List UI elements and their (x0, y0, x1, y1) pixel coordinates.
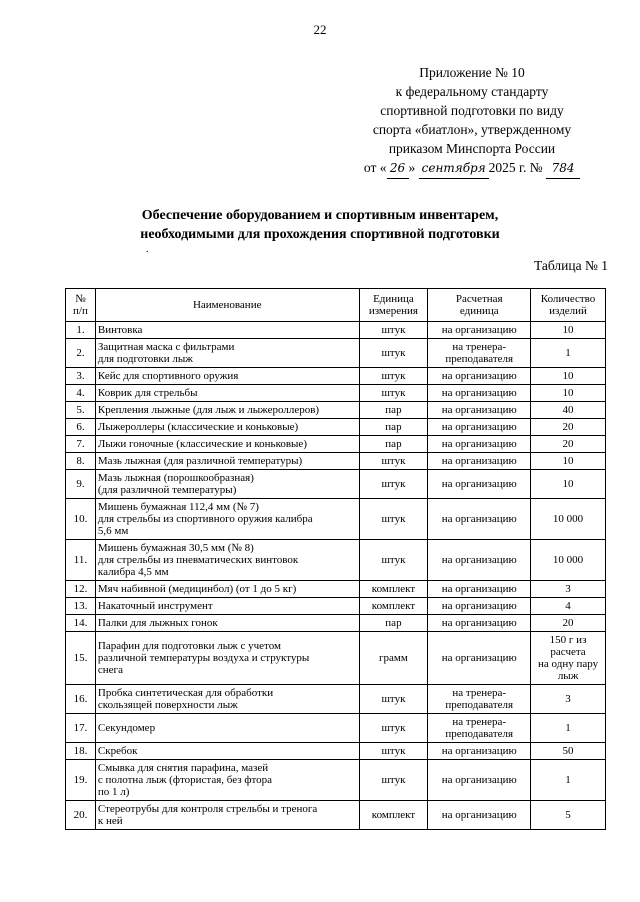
row-quantity (531, 540, 606, 581)
table-row (66, 470, 606, 499)
row-quantity (531, 368, 606, 385)
row-basis (428, 402, 531, 419)
row-basis-line: на организацию (441, 583, 517, 595)
appendix-line: приказом Минспорта России (388, 141, 556, 156)
order-date-prefix: от « (363, 160, 387, 175)
row-name (95, 402, 359, 419)
row-basis-line: на тренера- (452, 687, 507, 699)
row-quantity (531, 419, 606, 436)
row-name (95, 743, 359, 760)
row-unit: штук (359, 385, 428, 402)
row-number: 20. (66, 801, 96, 830)
row-name-line: Палки для лыжных гонок (97, 617, 218, 629)
row-basis-line: на организацию (441, 421, 517, 433)
row-basis (428, 470, 531, 499)
table-body (66, 322, 606, 830)
row-name (95, 385, 359, 402)
row-quantity (531, 581, 606, 598)
row-quantity-line: 20 (562, 438, 574, 450)
header-basis (428, 289, 531, 322)
row-number: 3. (66, 368, 96, 385)
row-quantity (531, 615, 606, 632)
handwritten-day: 26 (387, 159, 409, 179)
row-quantity-line: 4 (565, 600, 571, 612)
row-quantity-line: на одну пару (538, 658, 599, 670)
row-name-line: Мяч набивной (медицинбол) (от 1 до 5 кг) (97, 583, 297, 595)
row-quantity-line: 10 000 (552, 554, 584, 566)
table-row (66, 419, 606, 436)
row-unit: штук (359, 470, 428, 499)
row-basis (428, 632, 531, 685)
row-number: 19. (66, 760, 96, 801)
header-qty (531, 289, 606, 322)
row-name (95, 615, 359, 632)
row-basis (428, 339, 531, 368)
row-number: 13. (66, 598, 96, 615)
row-name-line: (для различной температуры) (97, 484, 237, 496)
row-number: 2. (66, 339, 96, 368)
row-quantity (531, 685, 606, 714)
row-basis (428, 453, 531, 470)
header-unit-line: Единица (373, 293, 414, 305)
page-number: 22 (313, 22, 327, 37)
row-quantity (531, 402, 606, 419)
row-quantity-line: расчета (550, 646, 586, 658)
row-name-line: Винтовка (97, 324, 143, 336)
row-name (95, 339, 359, 368)
row-name (95, 322, 359, 339)
row-quantity-line: 20 (562, 421, 574, 433)
row-basis-line: на тренера- (452, 716, 507, 728)
appendix-block (354, 63, 590, 179)
row-number: 11. (66, 540, 96, 581)
equipment-table (65, 288, 606, 830)
row-unit: штук (359, 322, 428, 339)
row-name (95, 685, 359, 714)
table-row (66, 685, 606, 714)
row-number: 6. (66, 419, 96, 436)
row-quantity (531, 385, 606, 402)
row-name-line: по 1 л) (97, 786, 130, 798)
row-name-line: Парафин для подготовки лыж с учетом (97, 640, 281, 652)
row-number: 4. (66, 385, 96, 402)
row-name-line: Скребок (97, 745, 138, 757)
table-label: Таблица № 1 (534, 258, 608, 273)
row-basis (428, 760, 531, 801)
row-number: 1. (66, 322, 96, 339)
row-basis (428, 385, 531, 402)
row-basis (428, 436, 531, 453)
row-name (95, 581, 359, 598)
title-line-1: Обеспечение оборудованием и спортивным инвентарем, (141, 208, 499, 223)
table-row (66, 339, 606, 368)
row-quantity (531, 339, 606, 368)
table-row (66, 714, 606, 743)
row-quantity-line: 150 г из (549, 634, 587, 646)
row-name-line: Мазь лыжная (для различной температуры) (97, 455, 303, 467)
table-row (66, 598, 606, 615)
row-quantity-line: 3 (565, 693, 571, 705)
table-row (66, 499, 606, 540)
row-name-line: Накаточный инструмент (97, 600, 213, 612)
row-basis (428, 419, 531, 436)
row-quantity (531, 714, 606, 743)
row-basis (428, 581, 531, 598)
row-name (95, 499, 359, 540)
row-basis (428, 615, 531, 632)
row-quantity-line: 1 (565, 722, 571, 734)
row-name (95, 470, 359, 499)
row-quantity (531, 436, 606, 453)
row-unit: комплект (359, 801, 428, 830)
row-name (95, 714, 359, 743)
row-name-line: Лыжероллеры (классические и коньковые) (97, 421, 299, 433)
row-name-line: калибра 4,5 мм (97, 566, 169, 578)
row-number: 12. (66, 581, 96, 598)
row-basis (428, 540, 531, 581)
row-name (95, 760, 359, 801)
table-row (66, 581, 606, 598)
row-basis-line: на организацию (441, 387, 517, 399)
row-basis-line: на организацию (441, 617, 517, 629)
row-unit: комплект (359, 598, 428, 615)
row-unit: штук (359, 368, 428, 385)
table-row (66, 632, 606, 685)
row-number: 8. (66, 453, 96, 470)
row-unit: пар (359, 419, 428, 436)
row-name-line: для стрельбы из спортивного оружия калибра (97, 513, 313, 525)
row-quantity (531, 453, 606, 470)
table-row (66, 402, 606, 419)
row-name-line: для подготовки лыж (97, 353, 193, 365)
row-name (95, 598, 359, 615)
table-row (66, 368, 606, 385)
row-unit: штук (359, 685, 428, 714)
row-basis-line: на организацию (441, 370, 517, 382)
row-name-line: скользящей поверхности лыж (97, 699, 238, 711)
row-basis-line: преподавателя (445, 353, 514, 365)
row-basis-line: на организацию (441, 455, 517, 467)
row-number: 7. (66, 436, 96, 453)
table-row (66, 615, 606, 632)
row-basis-line: на организацию (441, 554, 517, 566)
row-unit: штук (359, 339, 428, 368)
row-basis-line: на организацию (441, 478, 517, 490)
row-unit: штук (359, 743, 428, 760)
row-quantity-line: лыж (557, 670, 579, 682)
row-quantity-line: 40 (562, 404, 574, 416)
table-row (66, 540, 606, 581)
row-name-line: Смывка для снятия парафина, мазей (97, 762, 269, 774)
order-date-line (354, 158, 590, 179)
row-name-line: Кейс для спортивного оружия (97, 370, 239, 382)
row-unit: штук (359, 714, 428, 743)
header-qty-line: изделий (549, 305, 587, 317)
row-number: 18. (66, 743, 96, 760)
title-line-2: необходимыми для прохождения спортивной подготовки (140, 227, 500, 242)
row-name-line: Пробка синтетическая для обработки (97, 687, 274, 699)
row-quantity-line: 10 000 (552, 513, 584, 525)
order-date-mid: » (408, 160, 416, 175)
row-number: 14. (66, 615, 96, 632)
header-name: Наименование (95, 289, 359, 322)
row-name-line: Мишень бумажная 30,5 мм (№ 8) (97, 542, 254, 554)
header-unit (359, 289, 428, 322)
handwritten-month: сентября (419, 159, 489, 179)
row-basis-line: на организацию (441, 324, 517, 336)
table-row (66, 743, 606, 760)
table-row (66, 436, 606, 453)
row-quantity (531, 322, 606, 339)
row-basis (428, 598, 531, 615)
header-qty-line: Количество (540, 293, 596, 305)
row-name-line: Лыжи гоночные (классические и коньковые) (97, 438, 307, 450)
table-header-row (66, 289, 606, 322)
appendix-line: Приложение № 10 (419, 65, 525, 80)
row-basis-line: на организацию (441, 600, 517, 612)
row-basis-line: на организацию (441, 513, 517, 525)
row-basis-line: на организацию (441, 745, 517, 757)
row-basis (428, 499, 531, 540)
order-year-text: 2025 г. № (488, 160, 543, 175)
row-name (95, 540, 359, 581)
row-quantity-line: 10 (562, 324, 574, 336)
row-quantity-line: 1 (565, 347, 571, 359)
row-basis-line: на организацию (441, 438, 517, 450)
row-basis-line: на организацию (441, 652, 517, 664)
row-quantity-line: 10 (562, 387, 574, 399)
row-name-line: для стрельбы из пневматических винтовок (97, 554, 299, 566)
row-basis (428, 685, 531, 714)
header-basis-line: единица (459, 305, 499, 317)
header-num-line: п/п (73, 305, 88, 317)
row-quantity (531, 632, 606, 685)
row-quantity (531, 743, 606, 760)
table-row (66, 453, 606, 470)
row-unit: штук (359, 499, 428, 540)
row-basis-line: на организацию (441, 774, 517, 786)
row-unit: пар (359, 402, 428, 419)
row-name-line: Мишень бумажная 112,4 мм (№ 7) (97, 501, 259, 513)
document-title (0, 206, 640, 244)
row-basis-line: преподавателя (445, 699, 514, 711)
row-basis-line: преподавателя (445, 728, 514, 740)
row-number: 15. (66, 632, 96, 685)
row-name-line: Защитная маска с фильтрами (97, 341, 235, 353)
row-quantity (531, 470, 606, 499)
appendix-line: спорта «биатлон», утвержденному (372, 122, 572, 137)
table-row (66, 385, 606, 402)
stray-dot: . (146, 244, 149, 255)
row-quantity (531, 598, 606, 615)
row-name-line: к ней (97, 815, 123, 827)
row-unit: штук (359, 760, 428, 801)
handwritten-order-number: 784 (546, 159, 580, 179)
row-unit: штук (359, 453, 428, 470)
row-basis-line: на организацию (441, 809, 517, 821)
appendix-line: к федеральному стандарту (395, 84, 549, 99)
row-basis-line: на тренера- (452, 341, 507, 353)
table-row (66, 801, 606, 830)
row-unit: пар (359, 615, 428, 632)
row-basis (428, 368, 531, 385)
row-name-line: различной температуры воздуха и структуры (97, 652, 310, 664)
header-num (66, 289, 96, 322)
row-basis (428, 743, 531, 760)
row-quantity (531, 760, 606, 801)
row-unit: грамм (359, 632, 428, 685)
row-name (95, 436, 359, 453)
row-quantity-line: 1 (565, 774, 571, 786)
row-basis-line: на организацию (441, 404, 517, 416)
row-quantity-line: 10 (562, 455, 574, 467)
row-unit: штук (359, 540, 428, 581)
row-basis (428, 322, 531, 339)
header-num-line: № (75, 293, 86, 305)
header-unit-line: измерения (368, 305, 418, 317)
row-quantity-line: 5 (565, 809, 571, 821)
row-name (95, 453, 359, 470)
row-quantity (531, 801, 606, 830)
row-name-line: Мазь лыжная (порошкообразная) (97, 472, 254, 484)
row-name-line: Стереотрубы для контроля стрельбы и тренога (97, 803, 318, 815)
row-unit: комплект (359, 581, 428, 598)
row-name-line: Крепления лыжные (для лыж и лыжероллеров) (97, 404, 320, 416)
row-name (95, 801, 359, 830)
table-row (66, 322, 606, 339)
row-number: 17. (66, 714, 96, 743)
row-number: 10. (66, 499, 96, 540)
row-quantity-line: 20 (562, 617, 574, 629)
row-name-line: Секундомер (97, 722, 156, 734)
row-quantity-line: 10 (562, 478, 574, 490)
table-row (66, 760, 606, 801)
row-name (95, 419, 359, 436)
header-basis-line: Расчетная (455, 293, 503, 305)
row-number: 16. (66, 685, 96, 714)
row-name (95, 632, 359, 685)
appendix-line: спортивной подготовки по виду (380, 103, 564, 118)
row-number: 5. (66, 402, 96, 419)
row-quantity (531, 499, 606, 540)
row-number: 9. (66, 470, 96, 499)
row-name-line: снега (97, 664, 123, 676)
row-quantity-line: 50 (562, 745, 574, 757)
row-basis (428, 801, 531, 830)
row-quantity-line: 3 (565, 583, 571, 595)
row-name-line: с полотна лыж (фтористая, без фтора (97, 774, 273, 786)
row-quantity-line: 10 (562, 370, 574, 382)
row-name-line: Коврик для стрельбы (97, 387, 198, 399)
row-unit: пар (359, 436, 428, 453)
row-basis (428, 714, 531, 743)
row-name-line: 5,6 мм (97, 525, 129, 537)
row-name (95, 368, 359, 385)
